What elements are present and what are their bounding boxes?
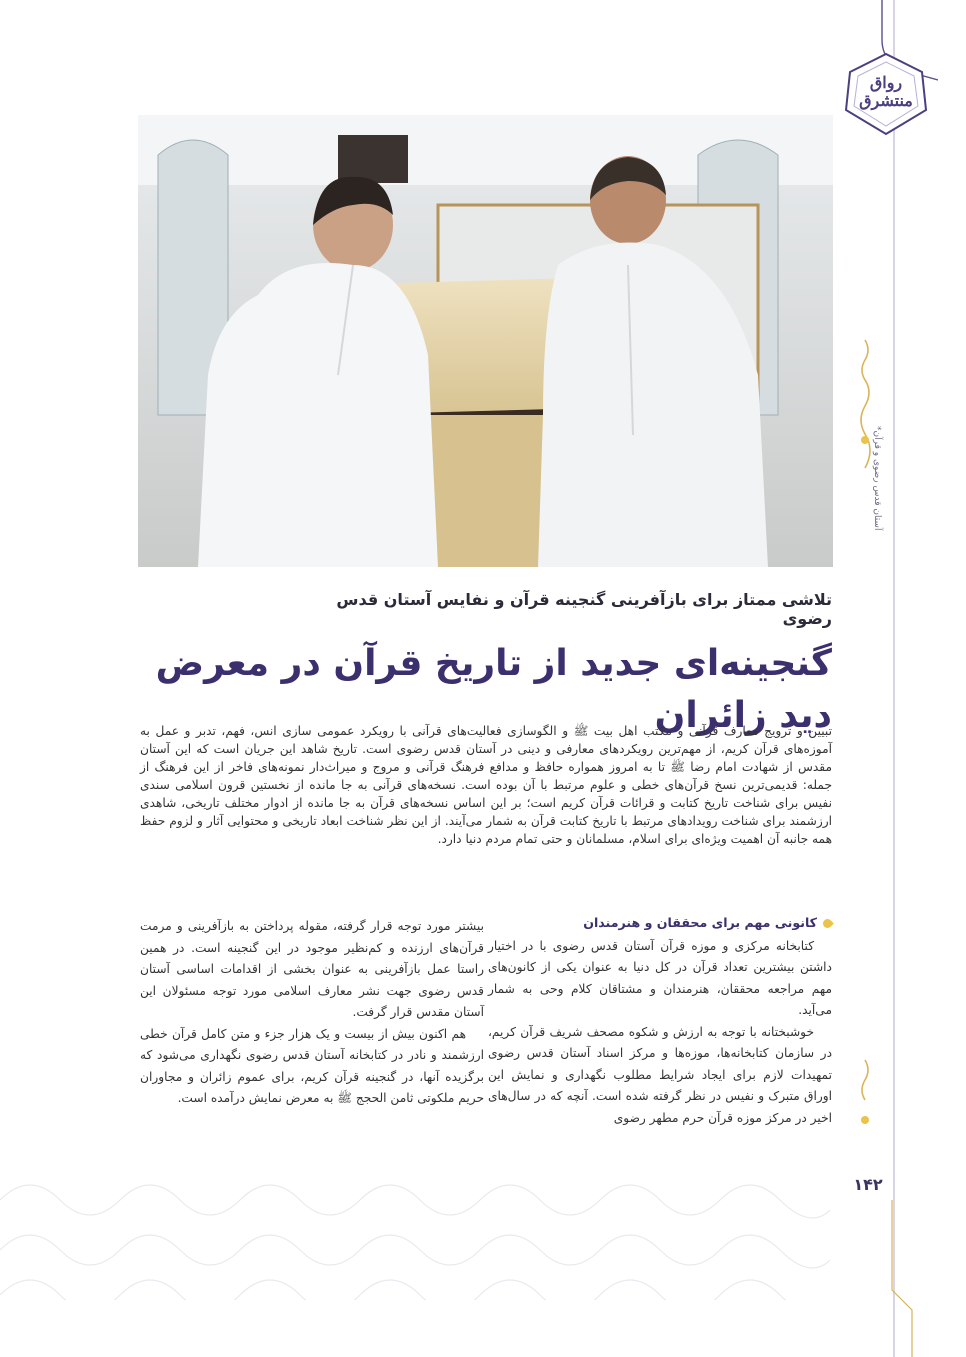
footer-pattern-ornament bbox=[0, 1170, 830, 1300]
sidebar-caption: آستان قدس رضوی و قرآن* bbox=[872, 425, 882, 530]
article-intro bbox=[140, 722, 832, 848]
body-paragraph: خوشبختانه با توجه به ارزش و شکوه مصحف شریف قرآن کریم، در سازمان کتابخانه‌ها، موزه‌ها و مرکز اسناد آستان قدس رضوی تمهیدات لازم برای ایجاد شرایط مطلوب نگهداری و نمایش این اوراق متبرک و نفیس در نظر گرفته شده است. آنچه که در سال‌های اخیر در مرکز موزه قرآن حرم مطهر رضوی bbox=[488, 1024, 832, 1125]
article-title: گنجینه‌ای جدید از تاریخ قرآن در معرض دید زائران bbox=[155, 643, 832, 736]
section-heading-text: کانونی مهم برای محققان و هنرمندان bbox=[583, 915, 817, 930]
article-subtitle: تلاشی ممتاز برای بازآفرینی گنجینه قرآن و نفایس آستان قدس رضوی bbox=[336, 590, 832, 628]
intro-paragraph: تبیین و ترویج معارف قرآنی و مکتب اهل بیت ﷺ و الگوسازی فعالیت‌های قرآنی با رویکرد عمومی سازی انس، فهم، تدبر و عمل به آموزه‌های قرآن کریم، از مهم‌ترین رویکردهای معارفی و دینی در آستان قدس رضوی است. تاریخ شاهد این جریان است که این آستان مقدس از شهادت امام رضا ﷺ تا به امروز همواره حافظ و مدافع فرهنگ قرآنی و مروج و میراث‌دار نمونه‌های فاخر از این فرهنگ از جمله: قدیمی‌ترین نسخ قرآن‌های خطی و علوم مرتبط با آن بوده است. نسخه‌های قرآنی به جا مانده از نخستین قرون اسلامی سندی نفیس برای شناخت تاریخ کتابت و قرائات قرآن کریم است؛ بر این اساس نسخه‌های قرآن به جا مانده از ادوار مختلف تاریخی، شاهدی ارزشمند برای شناخت رویدادهای مرتبط با تاریخ کتابت قرآن به شمار می‌آیند. از این نظر شناخت ابعاد تاریخی و محتوایی آثار و لزوم حفظ همه جانبه آن اهمیت ویژه‌ای برای اسلام، مسلمانان و حتی تمام مردم دنیا دارد. bbox=[140, 724, 832, 846]
page-number: ۱۴۲ bbox=[853, 1175, 883, 1194]
body-paragraph: کتابخانه مرکزی و موزه قرآن آستان قدس رضوی با در اختیار داشتن بیشترین تعداد قرآن در کل دنیا به عنوان یکی از کانون‌های مهم مراجعه محققان، هنرمندان و مشتاقان کلام وحی به شمار می‌آید. bbox=[488, 938, 832, 1017]
body-column-right bbox=[488, 912, 832, 1129]
section-heading bbox=[488, 912, 832, 934]
restoration-scene-image bbox=[138, 115, 833, 567]
bullet-icon bbox=[821, 917, 834, 930]
article-photo bbox=[138, 115, 833, 567]
body-column-left bbox=[140, 916, 484, 1110]
body-paragraph: بیشتر مورد توجه قرار گرفته، مقوله پرداختن به بازآفرینی و مرمت قرآن‌های ارزنده و کم‌نظیر موجود در این گنجینه است. در همین راستا عمل بازآفرینی به عنوان بخشی از اقدامات اساسی آستان قدس رضوی جهت نشر معارف اسلامی مورد توجه مسئولان این آستان مقدس قرار گرفت. bbox=[140, 919, 484, 1019]
sidebar-ornament-icon bbox=[848, 300, 882, 1160]
brand-logo-text: رواق منتشرق bbox=[859, 73, 913, 110]
body-paragraph: هم اکنون بیش از بیست و یک هزار جزء و متن کامل قرآن خطی ارزشمند و نادر در کتابخانه آستان قدس رضوی نگهداری می‌شود که برگزیده آنها، در گنجینه قرآن کریم، برای عموم زائران و مجاوران حریم ملکوتی ثامن الحجج ﷺ به معرض نمایش درآمده است. bbox=[140, 1026, 484, 1105]
